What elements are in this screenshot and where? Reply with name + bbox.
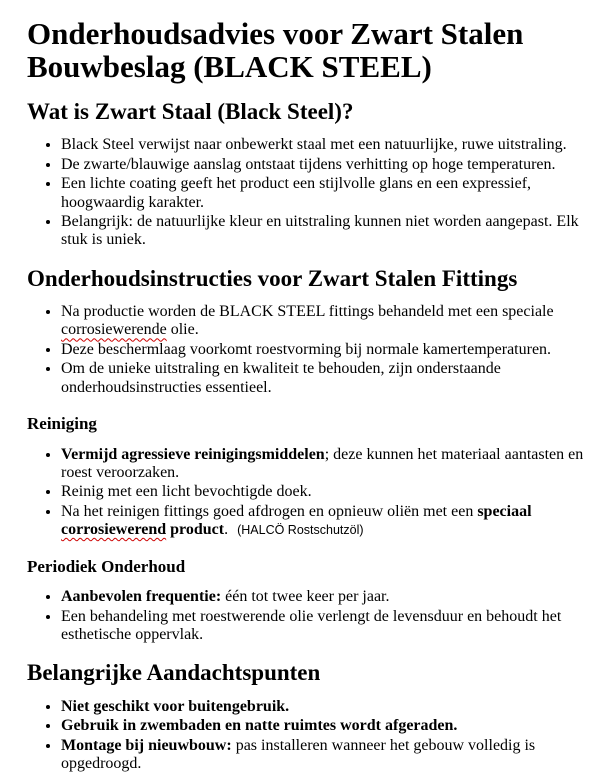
section-heading-wat-is-zwart-staal: Wat is Zwart Staal (Black Steel)? [27,99,354,125]
document-title: Onderhoudsadvies voor Zwart Stalen Bouwbeslag (BLACK STEEL) [27,16,524,84]
bullet-list [27,136,584,249]
text-segment-bold: speciaal [477,502,532,520]
text-segment: Een behandeling met roestwerende olie verlengt de levensduur en behoudt het esthetische oppervlak. [61,607,562,644]
list-item [61,503,584,540]
text-segment: De zwarte/blauwige aanslag ontstaat tijdens verhitting op hoge temperaturen. [61,155,556,173]
text-segment: Een lichte coating geeft het product een stijlvolle glans en een expressief, hoogwaardig karakter. [61,175,532,211]
list-item [61,303,584,340]
text-segment: ; deze kunnen het materiaal aantasten en roest veroorzaken. [61,445,584,482]
text-segment-bold: Gebruik in zwembaden en natte ruimtes wordt afgeraden. [61,717,458,735]
section-aandachtspunten [27,660,584,773]
list-item [61,156,584,174]
list-item [61,213,584,250]
misspelled-word: corrosiewerend [61,521,167,539]
text-segment: . [224,521,229,539]
text-segment: Na het reinigen fittings goed afdrogen en opnieuw oliën met een [61,502,478,520]
list-item [61,483,584,501]
list-item [61,698,584,716]
text-segment: Om de unieke uitstraling en kwaliteit te behouden, zijn onderstaande onderhoudsinstructies essentieel. [61,360,501,396]
text-segment-bold: Aanbevolen frequentie: [61,588,222,606]
bullet-list [27,446,584,540]
text-segment: olie. [166,321,199,339]
text-segment: Na productie worden de BLACK STEEL fittings behandeld met een speciale [61,303,554,321]
text-segment: Deze beschermlaag voorkomt roestvorming bij normale kamertemperaturen. [61,340,552,358]
section-onderhoudsinstructies [27,266,584,645]
list-item [61,136,584,154]
list-item [61,341,584,359]
bullet-list [27,698,584,773]
text-segment: Black Steel verwijst naar onbewerkt staal met een natuurlijke, ruwe uitstraling. [61,136,567,154]
list-item [61,446,584,483]
text-segment-bold: Vermijd agressieve reinigingsmiddelen [61,445,325,463]
text-segment-bold: product [166,521,225,539]
bullet-list [27,303,584,397]
list-item [61,588,584,606]
section-wat-is-zwart-staal [27,99,584,250]
list-item [61,360,584,397]
misspelled-word: corrosiewerende [61,321,167,339]
list-item [61,175,584,212]
section-heading-aandachtspunten: Belangrijke Aandachtspunten [27,660,321,686]
text-segment: één tot twee keer per jaar. [221,588,390,606]
document-page [27,18,584,773]
text-segment: Belangrijk: de natuurlijke kleur en uitstraling kunnen niet worden aangepast. Elk stuk is uniek. [61,212,579,249]
text-segment-bold: Montage bij nieuwbouw: [61,736,232,754]
list-item [61,737,584,773]
section-heading-onderhoudsinstructies: Onderhoudsinstructies voor Zwart Stalen Fittings [27,265,518,291]
list-item [61,608,584,645]
text-segment-bold: Niet geschikt voor buitengebruik. [61,697,290,715]
list-item [61,717,584,735]
product-note: (HALCÖ Rostschutzöl) [237,523,364,538]
subsection-heading-reiniging: Reiniging [27,413,97,433]
text-segment: pas installeren wanneer het gebouw volledig is opgedroogd. [61,736,536,772]
subsection-heading-periodiek-onderhoud: Periodiek Onderhoud [27,556,186,576]
bullet-list [27,588,584,644]
text-segment: Reinig met een licht bevochtigde doek. [61,483,312,501]
